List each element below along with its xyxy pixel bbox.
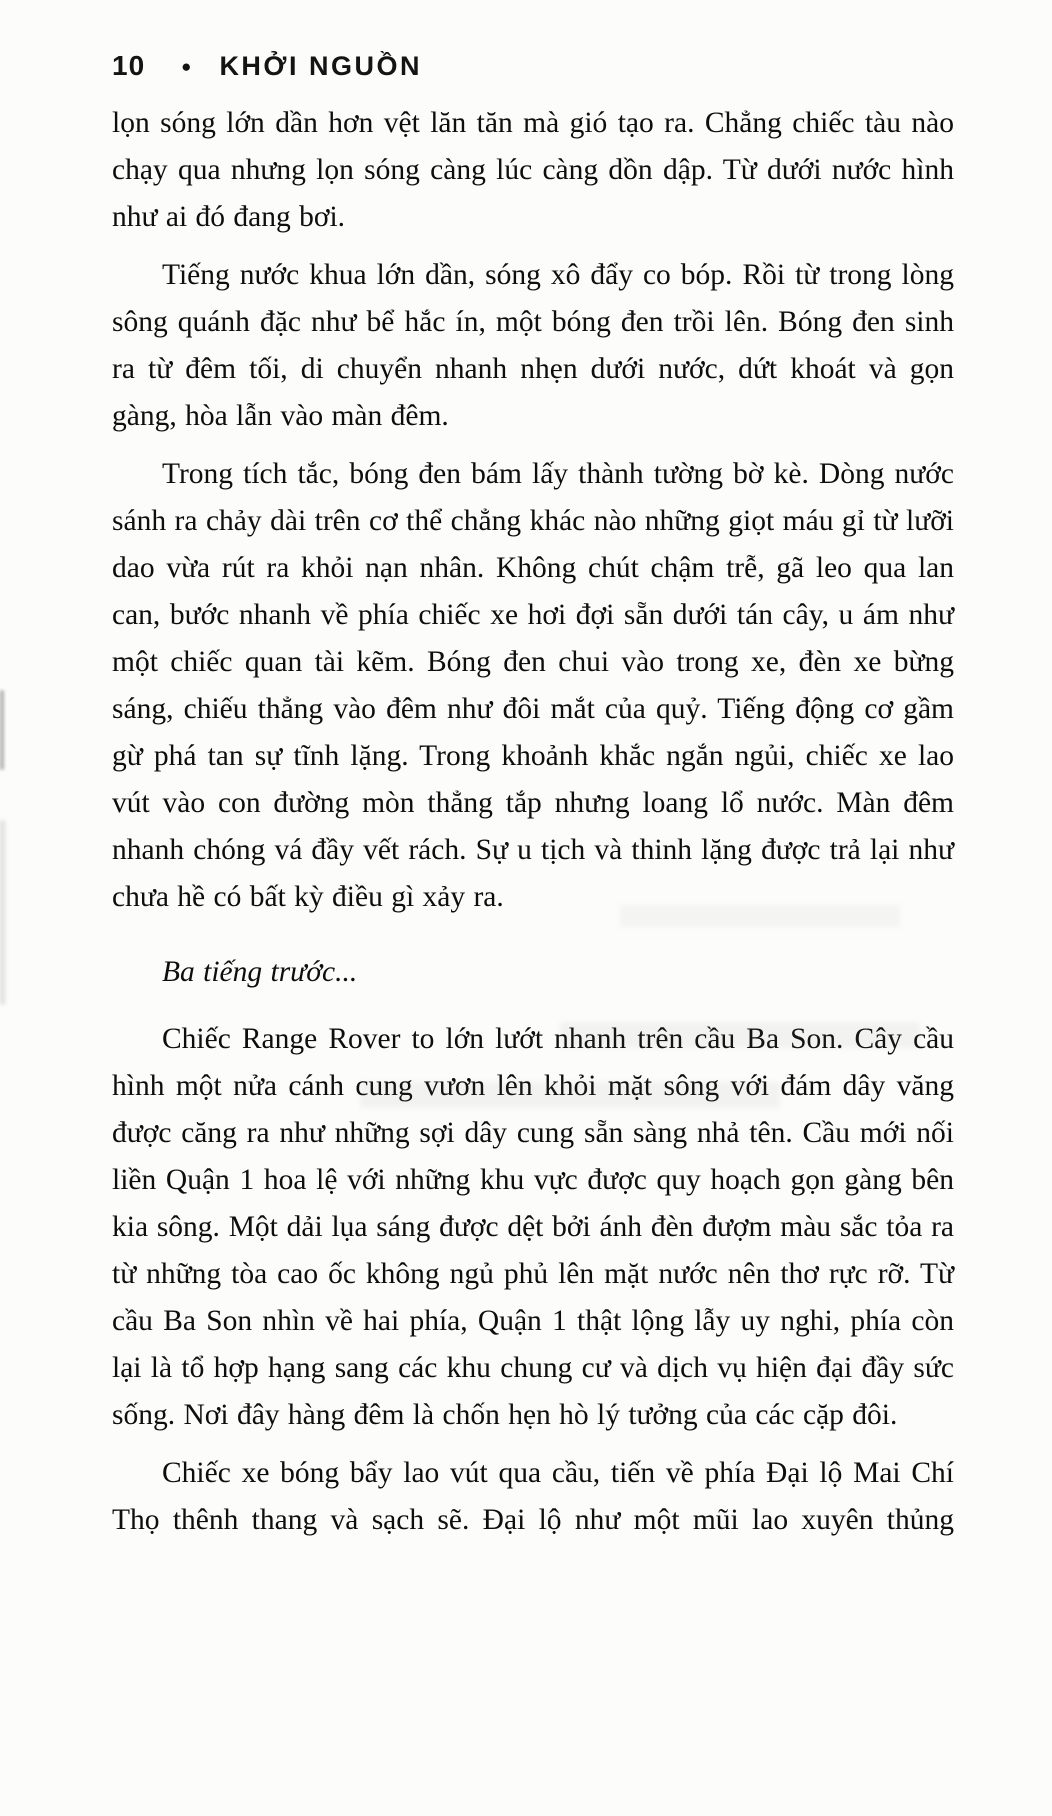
- page-body: [112, 100, 954, 1544]
- paragraph: Tiếng nước khua lớn dần, sóng xô đẩy co bóp. Rồi từ trong lòng sông quánh đặc như bể hắc ín, một bóng đen trồi lên. Bóng đen sinh ra từ đêm tối, di chuyển nhanh nhẹn dưới nước, dứt khoát và gọn gàng, hòa lẫn vào màn đêm.: [112, 259, 954, 432]
- bullet-separator-icon: ●: [181, 57, 192, 76]
- scene-break-line: Ba tiếng trước...: [162, 956, 358, 988]
- paragraph: lọn sóng lớn dần hơn vệt lăn tăn mà gió tạo ra. Chẳng chiếc tàu nào chạy qua nhưng lọn sóng càng lúc càng dồn dập. Từ dưới nước hình như ai đó đang bơi.: [112, 107, 954, 233]
- scan-artifact: [0, 820, 5, 1005]
- page-header: [112, 50, 952, 82]
- scan-artifact: [0, 690, 4, 770]
- paragraph: Chiếc xe bóng bẩy lao vút qua cầu, tiến về phía Đại lộ Mai Chí Thọ thênh thang và sạch sẽ. Đại lộ như một mũi lao xuyên thủng: [112, 1457, 954, 1536]
- page-number: 10: [112, 50, 146, 81]
- paragraph: Chiếc Range Rover to lớn lướt nhanh trên cầu Ba Son. Cây cầu hình một nửa cánh cung vươn lên khỏi mặt sông với đám dây văng được căng ra như những sợi dây cung sẵn sàng nhả tên. Cầu mới nối liền Quận 1 hoa lệ với những khu vực được quy hoạch gọn gàng bên kia sông. Một dải lụa sáng được dệt bởi ánh đèn đượm màu sắc tỏa ra từ những tòa cao ốc không ngủ phủ lên mặt nước nên thơ rực rỡ. Từ cầu Ba Son nhìn về hai phía, Quận 1 thật lộng lẫy uy nghi, phía còn lại là tổ hợp hạng sang các khu chung cư và dịch vụ hiện đại đầy sức sống. Nơi đây hàng đêm là chốn hẹn hò lý tưởng của các cặp đôi.: [112, 1023, 954, 1431]
- paragraph: Trong tích tắc, bóng đen bám lấy thành tường bờ kè. Dòng nước sánh ra chảy dài trên cơ thể chẳng khác nào những giọt máu gỉ từ lưỡi dao vừa rút ra khỏi nạn nhân. Không chút chậm trễ, gã leo qua lan can, bước nhanh về phía chiếc xe hơi đợi sẵn dưới tán cây, u ám như một chiếc quan tài kẽm. Bóng đen chui vào trong xe, đèn xe bừng sáng, chiếu thẳng vào đêm như đôi mắt của quỷ. Tiếng động cơ gầm gừ phá tan sự tĩnh lặng. Trong khoảnh khắc ngắn ngủi, chiếc xe lao vút vào con đường mòn thẳng tắp nhưng loang lổ nước. Màn đêm nhanh chóng vá đầy vết rách. Sự u tịch và thinh lặng được trả lại như chưa hề có bất kỳ điều gì xảy ra.: [112, 458, 954, 913]
- chapter-title: KHỞI NGUỒN: [219, 50, 422, 81]
